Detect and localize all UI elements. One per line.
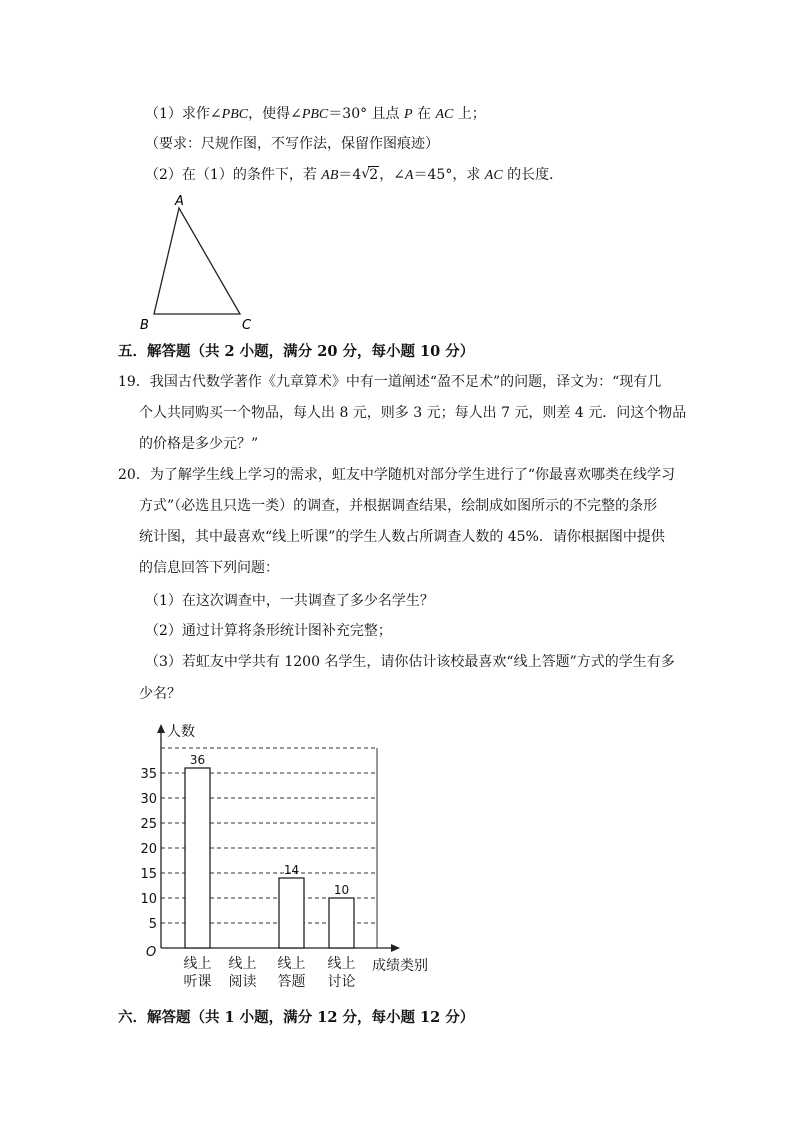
- var-ab: AB: [321, 168, 339, 183]
- category-label: 阅读: [228, 974, 257, 990]
- q18-part2-text: ＝4: [338, 167, 362, 183]
- bar-chart: [138, 718, 438, 993]
- bar-0: [185, 768, 210, 948]
- q20-sub2: （2）通过计算将条形统计图补充完整；: [145, 623, 392, 639]
- section6-title: 六．解答题（共 1 小题，满分 12 分，每小题 12 分）: [118, 1009, 475, 1026]
- var-p: P: [404, 107, 413, 122]
- section5-title: 五．解答题（共 2 小题，满分 20 分，每小题 10 分）: [118, 343, 475, 360]
- bar-value-label: 10: [333, 883, 350, 897]
- q18-part2-text: ＝45°，求: [413, 167, 485, 183]
- sqrt-symbol: √ 2: [361, 166, 379, 183]
- vertex-label-a: A: [175, 194, 184, 209]
- q20-sub3: （3）若虹友中学共有 1200 名学生，请你估计该校最喜欢“线上答题”方式的学生有多: [145, 654, 675, 670]
- var-pbc: PBC: [221, 107, 249, 122]
- q18-requirement: （要求：尺规作图，不写作法，保留作图痕迹）: [145, 136, 439, 152]
- chart-bars: [185, 768, 354, 948]
- triangle-figure: [134, 192, 264, 334]
- y-tick-label: 20: [140, 842, 157, 857]
- y-tick-label: 30: [140, 792, 157, 807]
- category-label: 线上: [327, 956, 356, 972]
- var-ac: AC: [484, 168, 503, 183]
- q20-line: 统计图，其中最喜欢“线上听课”的学生人数占所调查人数的 45%．请你根据图中提供: [139, 529, 665, 545]
- bar-value-label: 14: [283, 863, 300, 877]
- var-a: A: [404, 168, 414, 183]
- q20-line: 方式”（必选且只选一类）的调查，并根据调查结果，绘制成如图所示的不完整的条形: [139, 498, 658, 514]
- category-label: 线上: [183, 956, 212, 972]
- q18-part2-text: （2）在（1）的条件下，若: [145, 167, 322, 183]
- vertex-label-c: C: [242, 318, 252, 333]
- category-label: 答题: [277, 974, 306, 990]
- q18-part1-text: ，使得∠: [248, 106, 302, 122]
- q18-part1-text: 上；: [453, 106, 486, 122]
- category-label: 听课: [183, 974, 212, 990]
- q18-part2-text: ，∠: [379, 167, 405, 183]
- q18-part1-text: ＝30° 且点: [328, 106, 404, 122]
- q18-part1-text: 在: [412, 106, 436, 122]
- y-tick-label: 25: [140, 817, 157, 832]
- q19-line: 19．我国古代数学著作《九章算术》中有一道阐述“盈不足术”的问题，译文为：“现有几: [118, 374, 662, 390]
- q18-part2-text: 的长度．: [502, 167, 564, 183]
- x-axis-title: 成绩类别: [372, 958, 428, 974]
- y-axis-title: 人数: [167, 724, 195, 740]
- y-tick-label: 35: [140, 767, 157, 782]
- category-label: 线上: [277, 956, 306, 972]
- q20-line: 的信息回答下列问题：: [139, 560, 279, 576]
- sqrt-radicand: 2: [369, 167, 379, 183]
- q18-part2: [145, 165, 563, 186]
- y-tick-label: 5: [148, 917, 157, 932]
- bar-value-label: 36: [189, 753, 206, 767]
- q20-line: 20．为了解学生线上学习的需求，虹友中学随机对部分学生进行了“你最喜欢哪类在线学习: [118, 467, 675, 483]
- q18-part1: [145, 104, 486, 125]
- category-label: 线上: [228, 956, 257, 972]
- bar-3: [329, 898, 354, 948]
- y-tick-label: 10: [140, 892, 157, 907]
- y-tick-label: 15: [140, 867, 157, 882]
- q20-sub1: （1）在这次调查中，一共调查了多少名学生？: [145, 593, 434, 609]
- vertex-label-b: B: [140, 318, 149, 333]
- q19-line: 的价格是多少元？”: [139, 436, 259, 452]
- origin-label: O: [146, 945, 157, 960]
- x-axis-arrow: [391, 944, 400, 952]
- triangle-abc: [154, 208, 240, 314]
- bar-2: [279, 878, 304, 948]
- y-axis-arrow: [157, 724, 165, 733]
- var-pbc: PBC: [301, 107, 329, 122]
- category-label: 讨论: [327, 974, 356, 990]
- q18-part1-prefix: （1）求作∠: [145, 106, 222, 122]
- q20-sub3-cont: 少名？: [139, 686, 181, 702]
- chart-labels: [140, 723, 428, 990]
- var-ac: AC: [435, 107, 454, 122]
- q19-line: 个人共同购买一个物品，每人出 8 元，则多 3 元；每人出 7 元，则差 4 元．问这个物品: [139, 405, 687, 421]
